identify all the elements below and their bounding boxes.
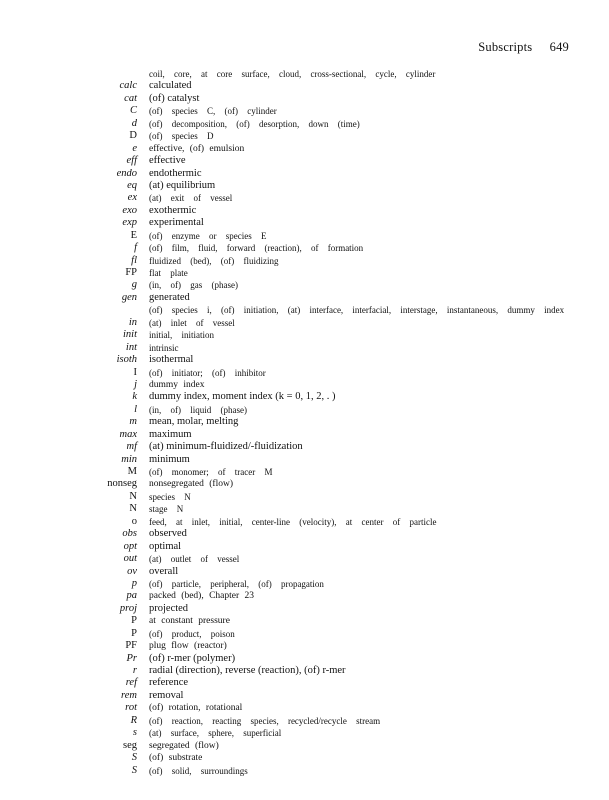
subscript-symbol: P — [131, 615, 137, 627]
subscript-symbol: N — [129, 503, 137, 515]
subscript-definition: experimental — [149, 217, 204, 229]
subscript-symbol: P — [131, 627, 137, 639]
subscript-symbol: proj — [119, 602, 137, 614]
subscript-symbol: ref — [125, 677, 137, 689]
subscript-definition: (of) catalyst — [149, 92, 200, 104]
subscript-definition: (of) species D — [149, 131, 214, 142]
subscript-symbol: M — [127, 466, 137, 477]
subscript-definition: (of) rotation, rotational — [149, 703, 243, 714]
subscript-definition: dummy index, moment index (k = 0, 1, 2, . ) — [149, 391, 336, 403]
subscript-definition: (of) species C, (of) cylinder — [149, 106, 277, 117]
subscript-entry — [0, 566, 609, 578]
subscript-definition: (at) minimum-fluidized/-fluidization — [149, 441, 303, 453]
subscript-definition: minimum — [149, 453, 190, 465]
subscript-definition: radial (direction), reverse (reaction), (of) r-mer — [149, 665, 346, 676]
subscript-symbol: g — [131, 279, 137, 291]
subscript-definition: stage N — [149, 504, 184, 515]
subscript-entry — [0, 93, 609, 105]
subscript-definition: intrinsic — [149, 342, 179, 353]
subscript-definition: (at) equilibrium — [149, 179, 216, 191]
subscript-entry — [0, 267, 609, 279]
subscript-entry — [0, 329, 609, 341]
subscript-entry — [0, 118, 609, 130]
subscript-definition: (of) solid, surroundings — [149, 765, 248, 776]
subscript-symbol: cat — [124, 92, 137, 104]
subscript-symbol: nonseg — [107, 478, 137, 490]
subscript-entry — [0, 105, 609, 117]
subscript-entry — [0, 441, 609, 453]
subscript-entry — [0, 404, 609, 416]
subscript-symbol: calc — [119, 80, 137, 92]
subscript-entry — [0, 752, 609, 764]
subscript-entry — [0, 429, 609, 441]
subscript-entry — [0, 516, 609, 528]
subscript-entry — [0, 528, 609, 540]
subscript-symbol: s — [132, 727, 137, 739]
subscript-entry — [0, 690, 609, 702]
subscript-symbol: PF — [125, 640, 137, 652]
subscript-definition: effective — [149, 155, 186, 167]
subscript-symbol: endo — [116, 167, 137, 179]
subscript-entry — [0, 491, 609, 503]
subscript-symbol: S — [131, 752, 137, 764]
subscript-entry — [0, 155, 609, 167]
subscript-definition: (of) decomposition, (of) desorption, down (time) — [149, 118, 360, 129]
subscript-entry — [0, 279, 609, 291]
subscript-symbol: exp — [122, 217, 137, 229]
subscript-entry — [0, 640, 609, 652]
subscript-entry — [0, 503, 609, 515]
subscript-entry — [0, 168, 609, 180]
subscript-symbol: gen — [121, 291, 137, 303]
subscript-entry — [0, 379, 609, 391]
subscript-definition: dummy index — [149, 379, 205, 390]
subscript-definition: (of) product, poison — [149, 628, 235, 639]
subscript-entry — [0, 478, 609, 490]
subscript-definition: reference — [149, 677, 189, 689]
subscript-definition: segregated (flow) — [149, 740, 219, 751]
subscript-entry — [0, 416, 609, 428]
subscript-entry — [0, 68, 609, 80]
subscript-definition: effective, (of) emulsion — [149, 143, 245, 154]
subscript-entry — [0, 715, 609, 727]
subscript-symbol: mf — [126, 441, 137, 453]
subscript-definition: observed — [149, 528, 187, 540]
subscript-list — [0, 68, 609, 777]
subscript-definition: overall — [149, 565, 179, 577]
subscript-symbol: I — [133, 366, 137, 378]
subscript-symbol: fl — [131, 254, 137, 266]
subscript-entry — [0, 628, 609, 640]
subscript-definition: (of) enzyme or species E — [149, 230, 267, 241]
subscript-symbol: int — [125, 341, 137, 353]
subscript-symbol: m — [129, 416, 137, 428]
subscript-symbol: e — [132, 142, 137, 154]
subscript-definition: (in, of) liquid (phase) — [149, 404, 247, 415]
subscript-entry — [0, 143, 609, 155]
subscript-definition: projected — [149, 602, 189, 614]
subscript-symbol: E — [130, 229, 137, 241]
subscript-definition: (at) inlet of vessel — [149, 317, 235, 328]
subscript-symbol: Pr — [126, 652, 137, 664]
subscript-definition: (in, of) gas (phase) — [149, 280, 238, 291]
subscript-definition: initial, initiation — [149, 330, 214, 341]
subscript-definition: (of) monomer; of tracer M — [149, 467, 273, 477]
running-head — [478, 40, 569, 55]
subscript-entry — [0, 180, 609, 192]
subscript-entry — [0, 317, 609, 329]
subscript-entry — [0, 192, 609, 204]
subscript-symbol: d — [131, 117, 137, 129]
subscript-entry — [0, 292, 609, 304]
subscript-symbol: ex — [127, 192, 137, 204]
subscript-definition: (of) film, fluid, forward (reaction), of formation — [149, 243, 364, 254]
subscript-definition: (of) particle, peripheral, (of) propagation — [149, 578, 324, 589]
subscript-symbol: ov — [127, 565, 137, 577]
subscript-entry — [0, 553, 609, 565]
subscript-symbol: min — [121, 453, 137, 465]
subscript-symbol: f — [134, 242, 137, 254]
page-number: 649 — [549, 40, 569, 54]
subscript-definition: (at) exit of vessel — [149, 193, 233, 204]
subscript-symbol: max — [119, 428, 137, 440]
subscript-definition: fluidized (bed), (of) fluidizing — [149, 255, 279, 266]
subscript-definition: (of) species i, (of) initiation, (at) interface, interfacial, interstage, instantaneous, dummy index — [149, 305, 565, 316]
subscript-entry — [0, 615, 609, 627]
subscript-entry — [0, 740, 609, 752]
subscript-symbol: k — [132, 391, 137, 403]
subscript-entry — [0, 391, 609, 403]
subscript-symbol: out — [123, 553, 137, 565]
subscript-definition: mean, molar, melting — [149, 416, 239, 428]
subscript-symbol: D — [129, 130, 137, 142]
subscript-entry — [0, 255, 609, 267]
subscript-entry — [0, 578, 609, 590]
subscript-entry — [0, 205, 609, 217]
subscript-symbol: FP — [125, 267, 137, 278]
subscript-symbol: seg — [123, 739, 137, 751]
subscript-definition: endothermic — [149, 167, 202, 179]
subscript-entry — [0, 242, 609, 254]
subscript-entry — [0, 130, 609, 142]
subscript-symbol: exo — [122, 204, 137, 216]
subscript-symbol: j — [134, 378, 137, 390]
subscript-definition: optimal — [149, 540, 182, 552]
subscript-entry — [0, 541, 609, 553]
subscript-symbol: rem — [121, 689, 137, 701]
subscript-entry — [0, 367, 609, 379]
subscript-entry — [0, 765, 609, 777]
subscript-definition: calculated — [149, 80, 192, 92]
subscript-entry — [0, 665, 609, 677]
subscript-symbol: eq — [127, 179, 137, 191]
subscript-symbol: S — [131, 764, 137, 776]
subscript-entry — [0, 354, 609, 366]
subscript-entry — [0, 466, 609, 478]
subscript-definition: coil, core, at core surface, cloud, cross-sectional, cycle, cylinder — [149, 69, 436, 79]
subscript-entry — [0, 454, 609, 466]
subscript-symbol: l — [134, 403, 137, 415]
subscript-entry — [0, 677, 609, 689]
subscript-definition: plug flow (reactor) — [149, 641, 227, 652]
subscript-definition: flat plate — [149, 268, 188, 278]
subscript-symbol: eff — [126, 155, 137, 167]
subscript-symbol: R — [130, 714, 137, 726]
subscript-definition: nonsegregated (flow) — [149, 479, 233, 490]
subscript-entry — [0, 702, 609, 714]
subscript-definition: feed, at inlet, initial, center-line (velocity), at center of particle — [149, 516, 437, 527]
subscript-entry — [0, 230, 609, 242]
subscript-entry — [0, 603, 609, 615]
subscript-symbol: init — [122, 329, 137, 341]
subscript-definition: (of) r-mer (polymer) — [149, 652, 236, 664]
subscript-entry — [0, 304, 609, 316]
subscript-definition: packed (bed), Chapter 23 — [149, 591, 255, 602]
subscript-symbol: pa — [126, 590, 137, 602]
subscript-definition: (of) substrate — [149, 753, 203, 764]
subscript-symbol: in — [128, 316, 137, 328]
subscript-definition: (at) outlet of vessel — [149, 554, 240, 565]
subscript-entry — [0, 80, 609, 92]
subscript-entry — [0, 653, 609, 665]
subscript-definition: maximum — [149, 428, 192, 440]
subscript-entry — [0, 727, 609, 739]
subscript-definition: (of) initiator; (of) inhibitor — [149, 367, 266, 378]
subscript-definition: exothermic — [149, 204, 197, 216]
subscript-definition: isothermal — [149, 354, 194, 366]
subscript-symbol: r — [132, 665, 137, 676]
subscript-definition: species N — [149, 491, 191, 502]
subscript-symbol: o — [131, 515, 137, 527]
subscript-symbol: N — [129, 490, 137, 502]
subscript-symbol: p — [131, 577, 137, 589]
subscript-definition: generated — [149, 291, 190, 303]
subscript-entry — [0, 342, 609, 354]
subscript-symbol: C — [129, 105, 137, 117]
subscript-definition: (of) reaction, reacting species, recycled/recycle stream — [149, 715, 381, 726]
subscript-symbol: isoth — [116, 354, 137, 366]
subscript-entry — [0, 217, 609, 229]
subscript-definition: removal — [149, 689, 184, 701]
subscript-entry — [0, 590, 609, 602]
subscript-definition: at constant pressure — [149, 616, 230, 627]
subscript-symbol: rot — [125, 702, 137, 714]
running-head-title: Subscripts — [478, 40, 533, 54]
subscript-definition: (at) surface, sphere, superficial — [149, 728, 282, 739]
subscript-symbol: opt — [123, 540, 137, 552]
subscript-symbol: obs — [122, 528, 137, 540]
